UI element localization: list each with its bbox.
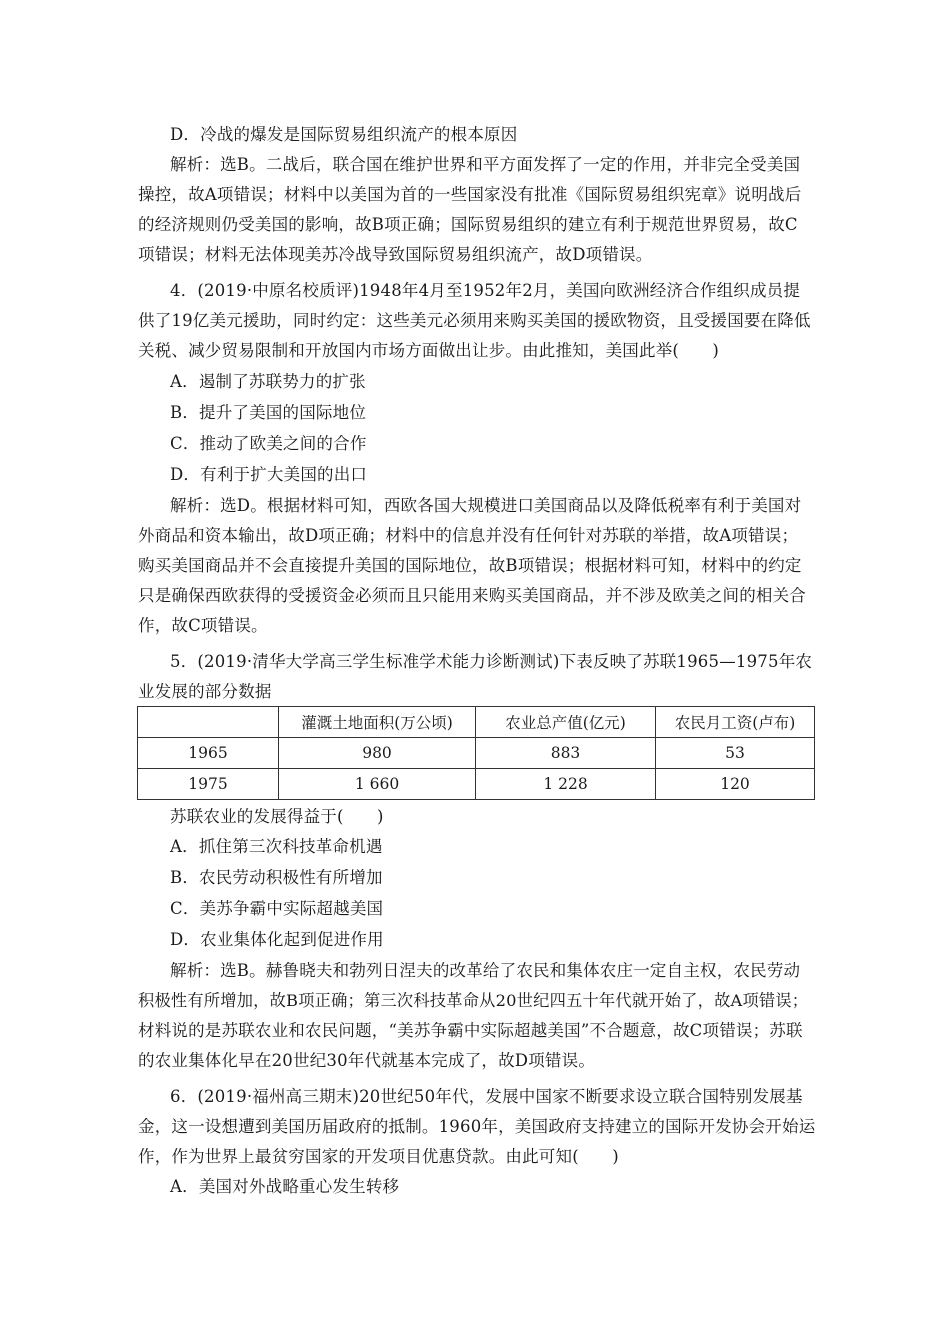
q4-option-c: C．推动了欧美之间的合作 — [170, 434, 367, 453]
q6-option-a: A．美国对外战略重心发生转移 — [170, 1177, 400, 1196]
q4-analysis-line: 购买美国商品并不会直接提升美国的国际地位，故B项错误；根据材料可知，材料中的约定 — [138, 556, 802, 575]
table-row — [138, 769, 815, 800]
agriculture-data-table — [137, 706, 815, 800]
q5-option-d: D．农业集体化起到促进作用 — [170, 930, 384, 949]
table-cell: 1975 — [138, 769, 279, 800]
q4-option-b: B．提升了美国的国际地位 — [170, 403, 367, 422]
q3-analysis-line: 的经济规则仍受美国的影响，故B项正确；国际贸易组织的建立有利于规范世界贸易，故C — [138, 215, 798, 234]
table-header-cell: 灌溉土地面积(万公顷) — [279, 707, 476, 738]
table-cell: 1 660 — [279, 769, 476, 800]
q5-option-a: A．抓住第三次科技革命机遇 — [170, 837, 383, 856]
table-header-cell: 农民月工资(卢布) — [656, 707, 815, 738]
q4-analysis-line: 解析：选D。根据材料可知，西欧各国大规模进口美国商品以及降低税率有利于美国对 — [170, 496, 802, 515]
q6-stem-line: 作，作为世界上最贫穷国家的开发项目优惠贷款。由此可知( ) — [138, 1147, 619, 1166]
q3-analysis-line: 项错误；材料无法体现美苏冷战导致国际贸易组织流产，故D项错误。 — [138, 245, 653, 264]
q5-analysis-line: 的农业集体化早在20世纪30年代就基本完成了，故D项错误。 — [138, 1051, 596, 1070]
q5-option-b: B．农民劳动积极性有所增加 — [170, 868, 383, 887]
q5-analysis-line: 解析：选B。赫鲁晓夫和勃列日涅夫的改革给了农民和集体农庄一定自主权，农民劳动 — [170, 961, 801, 980]
q5-question: 苏联农业的发展得益于( ) — [170, 807, 384, 826]
q5-stem-line: 5．(2019·清华大学高三学生标准学术能力诊断测试)下表反映了苏联1965—1975年农 — [170, 652, 813, 671]
q5-analysis-line: 积极性有所增加，故B项正确；第三次科技革命从20世纪四五十年代就开始了，故A项错误； — [138, 991, 809, 1010]
table-cell: 120 — [656, 769, 815, 800]
q3-analysis-line: 解析：选B。二战后，联合国在维护世界和平方面发挥了一定的作用，并非完全受美国 — [170, 155, 801, 174]
table-header-row — [138, 707, 815, 738]
q4-analysis-line: 外商品和资本输出，故D项正确；材料中的信息并没有任何针对苏联的举措，故A项错误； — [138, 526, 799, 545]
q4-option-d: D．有利于扩大美国的出口 — [170, 465, 368, 484]
table-cell: 980 — [279, 738, 476, 769]
q4-analysis-line: 只是确保西欧获得的受援资金必须而且只能用来购买美国商品，并不涉及欧美之间的相关合 — [138, 586, 806, 605]
q5-analysis-line: 材料说的是苏联农业和农民问题，“美苏争霸中实际超越美国”不合题意，故C项错误；苏联 — [138, 1021, 803, 1040]
q4-option-a: A．遏制了苏联势力的扩张 — [170, 372, 366, 391]
q6-stem-line: 金，这一设想遭到美国历届政府的抵制。1960年，美国政府支持建立的国际开发协会开始运 — [138, 1117, 816, 1136]
q4-analysis-line: 作，故C项错误。 — [138, 616, 268, 635]
q4-stem-line: 供了19亿美元援助，同时约定：这些美元必须用来购买美国的援欧物资，且受援国要在降低 — [138, 311, 811, 330]
table-cell: 53 — [656, 738, 815, 769]
q3-analysis-line: 操控，故A项错误；材料中以美国为首的一些国家没有批准《国际贸易组织宪章》说明战后 — [138, 185, 802, 204]
q6-stem-line: 6．(2019·福州高三期末)20世纪50年代，发展中国家不断要求设立联合国特别发展基 — [170, 1087, 803, 1106]
q4-stem-line: 关税、减少贸易限制和开放国内市场方面做出让步。由此推知，美国此举( ) — [138, 341, 720, 360]
q4-stem-line: 4．(2019·中原名校质评)1948年4月至1952年2月，美国向欧洲经济合作组织成员提 — [170, 281, 801, 300]
table-cell: 1 228 — [476, 769, 656, 800]
q3-option-d: D．冷战的爆发是国际贸易组织流产的根本原因 — [170, 125, 518, 144]
q5-option-c: C．美苏争霸中实际超越美国 — [170, 899, 384, 918]
table-row — [138, 738, 815, 769]
q5-stem-line: 业发展的部分数据 — [138, 682, 272, 701]
table-header-cell: 农业总产值(亿元) — [476, 707, 656, 738]
table-cell: 1965 — [138, 738, 279, 769]
table-header-cell — [138, 707, 279, 738]
table-cell: 883 — [476, 738, 656, 769]
